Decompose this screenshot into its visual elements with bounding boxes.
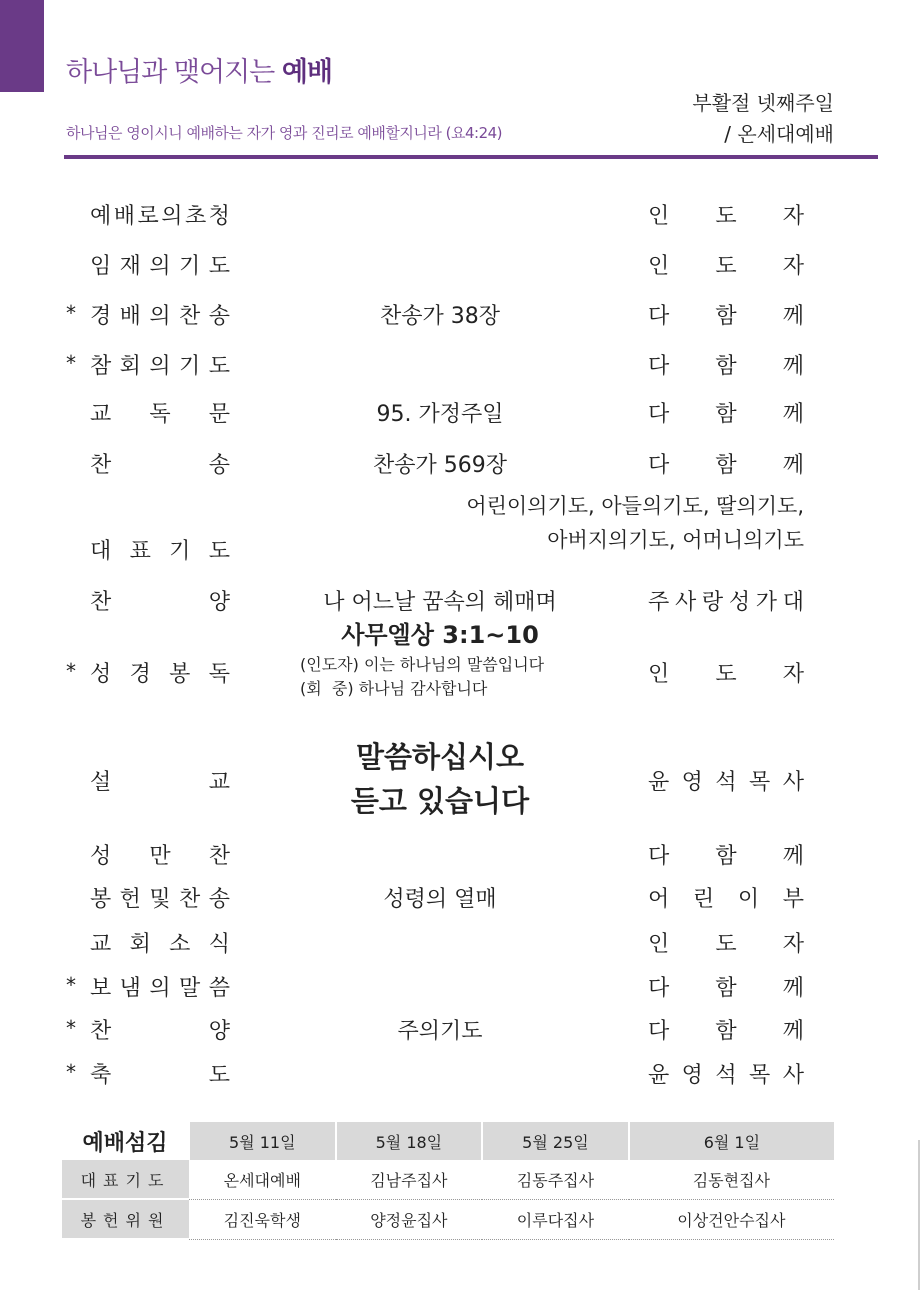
order-item-content: 성령의 열매 bbox=[383, 887, 497, 912]
leader-char: 함 bbox=[715, 1019, 737, 1044]
order-item-leader bbox=[648, 882, 804, 913]
schedule-row-label: 대표기도 bbox=[62, 1160, 189, 1199]
leader-char: 린 bbox=[692, 887, 715, 912]
leader-char: 께 bbox=[782, 402, 804, 427]
order-item-content: 주의기도 bbox=[397, 1019, 483, 1044]
order-item-content: 나 어느날 꿈속의 헤매며 bbox=[323, 590, 557, 615]
order-item-char: 냄 bbox=[119, 976, 141, 1001]
order-item-char: 및 bbox=[149, 887, 171, 912]
order-item-name bbox=[90, 448, 230, 479]
order-item-char: 초 bbox=[184, 204, 207, 229]
service-date-line2: / 온세대예배 bbox=[724, 122, 834, 146]
page-title: 하나님과 맺어지는 예배 bbox=[66, 57, 332, 88]
order-item-name bbox=[90, 971, 230, 1002]
order-item-char: 배 bbox=[113, 204, 135, 229]
order-item-char: 도 bbox=[208, 354, 230, 379]
leader-char: 목 bbox=[749, 770, 771, 795]
order-item-content: 95. 가정주일 bbox=[376, 402, 504, 427]
schedule-date: 5월 25일 bbox=[482, 1122, 629, 1160]
leader-char: 목 bbox=[749, 1063, 771, 1088]
order-item-name bbox=[90, 927, 230, 958]
leader-char: 다 bbox=[648, 304, 670, 329]
congregation-line: (회 중) 하나님 감사합니다 bbox=[300, 679, 488, 698]
schedule-cell: 김진욱학생 bbox=[189, 1199, 336, 1239]
order-item-char: 회 bbox=[119, 354, 141, 379]
leader-char: 함 bbox=[715, 402, 737, 427]
corner-accent-bar bbox=[0, 0, 44, 92]
leader-char: 다 bbox=[648, 453, 670, 478]
order-item-char: 대 bbox=[90, 539, 112, 564]
order-item-char: 말 bbox=[179, 976, 201, 1001]
leader-char: 자 bbox=[782, 662, 804, 687]
order-item-char: 기 bbox=[179, 354, 201, 379]
order-item-char: 성 bbox=[90, 662, 112, 687]
schedule-cell: 양정윤집사 bbox=[336, 1199, 483, 1239]
leader-char: 사 bbox=[674, 590, 697, 615]
leader-char: 도 bbox=[715, 662, 737, 687]
order-item-leader bbox=[648, 349, 804, 380]
leader-char: 부 bbox=[782, 887, 804, 912]
schedule-date: 5월 18일 bbox=[336, 1122, 483, 1160]
order-item-char: 찬 bbox=[90, 453, 112, 478]
leader-char: 다 bbox=[648, 976, 670, 1001]
order-item-name bbox=[90, 349, 230, 380]
order-item-char: 송 bbox=[208, 887, 230, 912]
order-item-leader bbox=[648, 971, 804, 1002]
order-item-char: 양 bbox=[208, 1019, 230, 1044]
schedule-title: 예배섬김 bbox=[62, 1122, 189, 1160]
order-item-char: 송 bbox=[208, 304, 230, 329]
leader-char: 함 bbox=[715, 844, 737, 869]
order-item-leader bbox=[648, 1014, 804, 1045]
leader-char: 이 bbox=[737, 887, 760, 912]
schedule-cell: 이상건안수집사 bbox=[629, 1199, 834, 1239]
order-item-char: 표 bbox=[129, 539, 151, 564]
header-verse: 하나님은 영이시니 예배하는 자가 영과 진리로 예배할지니라 (요4:24) bbox=[66, 124, 503, 142]
order-item-name bbox=[90, 397, 230, 428]
schedule-row bbox=[62, 1160, 834, 1199]
order-item-leader bbox=[648, 585, 804, 616]
order-item-leader bbox=[380, 489, 804, 557]
order-item-name bbox=[90, 534, 230, 565]
leader-char: 영 bbox=[681, 1063, 703, 1088]
order-item-char: 문 bbox=[208, 402, 230, 427]
order-item-char: 청 bbox=[208, 204, 230, 229]
leader-char: 자 bbox=[782, 254, 804, 279]
order-item-char: 독 bbox=[149, 402, 171, 427]
order-item-char: 찬 bbox=[179, 304, 201, 329]
order-item-name bbox=[90, 1058, 230, 1089]
order-item-leader bbox=[648, 299, 804, 330]
leader-char: 석 bbox=[715, 770, 737, 795]
order-item-leader bbox=[648, 199, 804, 230]
order-item-leader bbox=[648, 397, 804, 428]
leader-char: 석 bbox=[715, 1063, 737, 1088]
leader-char: 도 bbox=[715, 254, 737, 279]
order-item-name bbox=[90, 765, 230, 796]
order-item-char: 찬 bbox=[208, 844, 230, 869]
order-item-char: 축 bbox=[90, 1063, 112, 1088]
leader-char: 인 bbox=[648, 254, 670, 279]
leader-char: 사 bbox=[782, 1063, 804, 1088]
order-item-name bbox=[90, 657, 230, 688]
leader-char: 인 bbox=[648, 932, 670, 957]
order-item-char: 회 bbox=[129, 932, 151, 957]
service-date-line1: 부활절 넷째주일 bbox=[692, 91, 834, 115]
scripture-reference: 사무엘상 3:1~10 bbox=[341, 621, 539, 649]
leader-char: 도 bbox=[715, 204, 737, 229]
order-item-char: 의 bbox=[149, 304, 171, 329]
order-item-char: 양 bbox=[208, 590, 230, 615]
order-item-char: 의 bbox=[149, 976, 171, 1001]
leader-char: 함 bbox=[715, 354, 737, 379]
order-item-name bbox=[90, 839, 230, 870]
standing-mark: * bbox=[66, 351, 76, 375]
leader-char: 함 bbox=[715, 976, 737, 1001]
order-item-leader bbox=[648, 657, 804, 688]
order-item-char: 경 bbox=[90, 304, 112, 329]
leader-char: 인 bbox=[648, 662, 670, 687]
order-item-char: 예 bbox=[90, 204, 112, 229]
schedule-cell: 김남주집사 bbox=[336, 1160, 483, 1199]
schedule-cell: 이루다집사 bbox=[482, 1199, 629, 1239]
order-item-name bbox=[90, 585, 230, 616]
sermon-title bbox=[270, 735, 610, 823]
leader-char: 영 bbox=[681, 770, 703, 795]
order-item-leader bbox=[648, 249, 804, 280]
standing-mark: * bbox=[66, 301, 76, 325]
leader-char: 가 bbox=[755, 590, 778, 615]
order-item-leader bbox=[648, 448, 804, 479]
leader-char: 께 bbox=[782, 1019, 804, 1044]
leader-char: 다 bbox=[648, 354, 670, 379]
order-item-name bbox=[90, 199, 230, 230]
leader-char: 도 bbox=[715, 932, 737, 957]
standing-mark: * bbox=[66, 973, 76, 997]
leader-char: 성 bbox=[728, 590, 751, 615]
order-item-char: 교 bbox=[90, 402, 112, 427]
order-item-char: 기 bbox=[169, 539, 191, 564]
order-item-char: 도 bbox=[208, 539, 230, 564]
leader-char: 주 bbox=[648, 590, 670, 615]
order-item-char: 로 bbox=[137, 204, 159, 229]
leader-char: 대 bbox=[782, 590, 804, 615]
order-item-char: 봉 bbox=[169, 662, 191, 687]
standing-mark: * bbox=[66, 659, 76, 683]
order-item-char: 식 bbox=[208, 932, 230, 957]
leader-char: 자 bbox=[782, 204, 804, 229]
order-item-name bbox=[90, 882, 230, 913]
order-item-char: 봉 bbox=[90, 887, 112, 912]
order-item-char: 소 bbox=[169, 932, 191, 957]
order-item-char: 도 bbox=[208, 254, 230, 279]
order-item-leader bbox=[648, 839, 804, 870]
schedule-cell: 김동주집사 bbox=[482, 1160, 629, 1199]
leader-char: 사 bbox=[782, 770, 804, 795]
leader-char: 함 bbox=[715, 453, 737, 478]
leader-char: 다 bbox=[648, 402, 670, 427]
standing-mark: * bbox=[66, 1060, 76, 1084]
order-item-char: 찬 bbox=[90, 590, 112, 615]
service-schedule-table bbox=[62, 1122, 834, 1240]
leader-char: 께 bbox=[782, 304, 804, 329]
order-item-char: 의 bbox=[149, 354, 171, 379]
order-item-char: 헌 bbox=[119, 887, 141, 912]
leader-char: 다 bbox=[648, 844, 670, 869]
order-item-char: 임 bbox=[90, 254, 112, 279]
leader-line: (인도자) 이는 하나님의 말씀입니다 bbox=[300, 655, 545, 674]
order-item-name bbox=[90, 249, 230, 280]
order-item-char: 보 bbox=[90, 976, 112, 1001]
order-item-char: 성 bbox=[90, 844, 112, 869]
order-item-name bbox=[90, 299, 230, 330]
leader-line1: 어린이의기도, 아들의기도, 딸의기도, bbox=[466, 494, 804, 518]
leader-char: 께 bbox=[782, 844, 804, 869]
sermon-title-line2: 듣고 있습니다 bbox=[350, 784, 530, 818]
order-item-char: 독 bbox=[208, 662, 230, 687]
order-item-char: 설 bbox=[90, 770, 112, 795]
order-item-char: 교 bbox=[208, 770, 230, 795]
schedule-cell: 김동현집사 bbox=[629, 1160, 834, 1199]
order-item-char: 경 bbox=[129, 662, 151, 687]
order-item-leader bbox=[648, 1058, 804, 1089]
order-item-char: 기 bbox=[179, 254, 201, 279]
order-item-leader bbox=[648, 765, 804, 796]
order-item-char: 찬 bbox=[179, 887, 201, 912]
leader-char: 께 bbox=[782, 976, 804, 1001]
order-item-content: 찬송가 569장 bbox=[373, 453, 507, 478]
order-item-char: 교 bbox=[90, 932, 112, 957]
order-item-content: 찬송가 38장 bbox=[380, 304, 500, 329]
responsive-reading bbox=[300, 653, 544, 701]
schedule-row-label: 봉헌위원 bbox=[62, 1199, 189, 1239]
order-item-char: 만 bbox=[149, 844, 171, 869]
order-item-char: 의 bbox=[149, 254, 171, 279]
leader-char: 윤 bbox=[648, 770, 670, 795]
leader-char: 다 bbox=[648, 1019, 670, 1044]
order-item-char: 도 bbox=[208, 1063, 230, 1088]
order-item-char: 찬 bbox=[90, 1019, 112, 1044]
standing-mark: * bbox=[66, 1016, 76, 1040]
leader-char: 함 bbox=[715, 304, 737, 329]
leader-char: 께 bbox=[782, 354, 804, 379]
order-item-char: 참 bbox=[90, 354, 112, 379]
order-item-char: 배 bbox=[119, 304, 141, 329]
schedule-header-row bbox=[62, 1122, 834, 1160]
order-item-char: 송 bbox=[208, 453, 230, 478]
header-divider bbox=[64, 155, 878, 159]
leader-char: 께 bbox=[782, 453, 804, 478]
service-date bbox=[692, 88, 834, 150]
order-item-char: 재 bbox=[119, 254, 141, 279]
schedule-row bbox=[62, 1199, 834, 1239]
leader-char: 랑 bbox=[701, 590, 724, 615]
leader-char: 윤 bbox=[648, 1063, 670, 1088]
order-item-leader bbox=[648, 927, 804, 958]
order-item-char: 씀 bbox=[208, 976, 230, 1001]
schedule-cell: 온세대예배 bbox=[189, 1160, 336, 1199]
sermon-title-line1: 말씀하십시오 bbox=[355, 740, 525, 774]
leader-char: 인 bbox=[648, 204, 670, 229]
leader-char: 자 bbox=[782, 932, 804, 957]
order-item-char: 의 bbox=[161, 204, 183, 229]
schedule-date: 5월 11일 bbox=[189, 1122, 336, 1160]
leader-line2: 아버지의기도, 어머니의기도 bbox=[547, 528, 804, 552]
leader-char: 어 bbox=[648, 887, 670, 912]
schedule-date: 6월 1일 bbox=[629, 1122, 834, 1160]
order-item-name bbox=[90, 1014, 230, 1045]
